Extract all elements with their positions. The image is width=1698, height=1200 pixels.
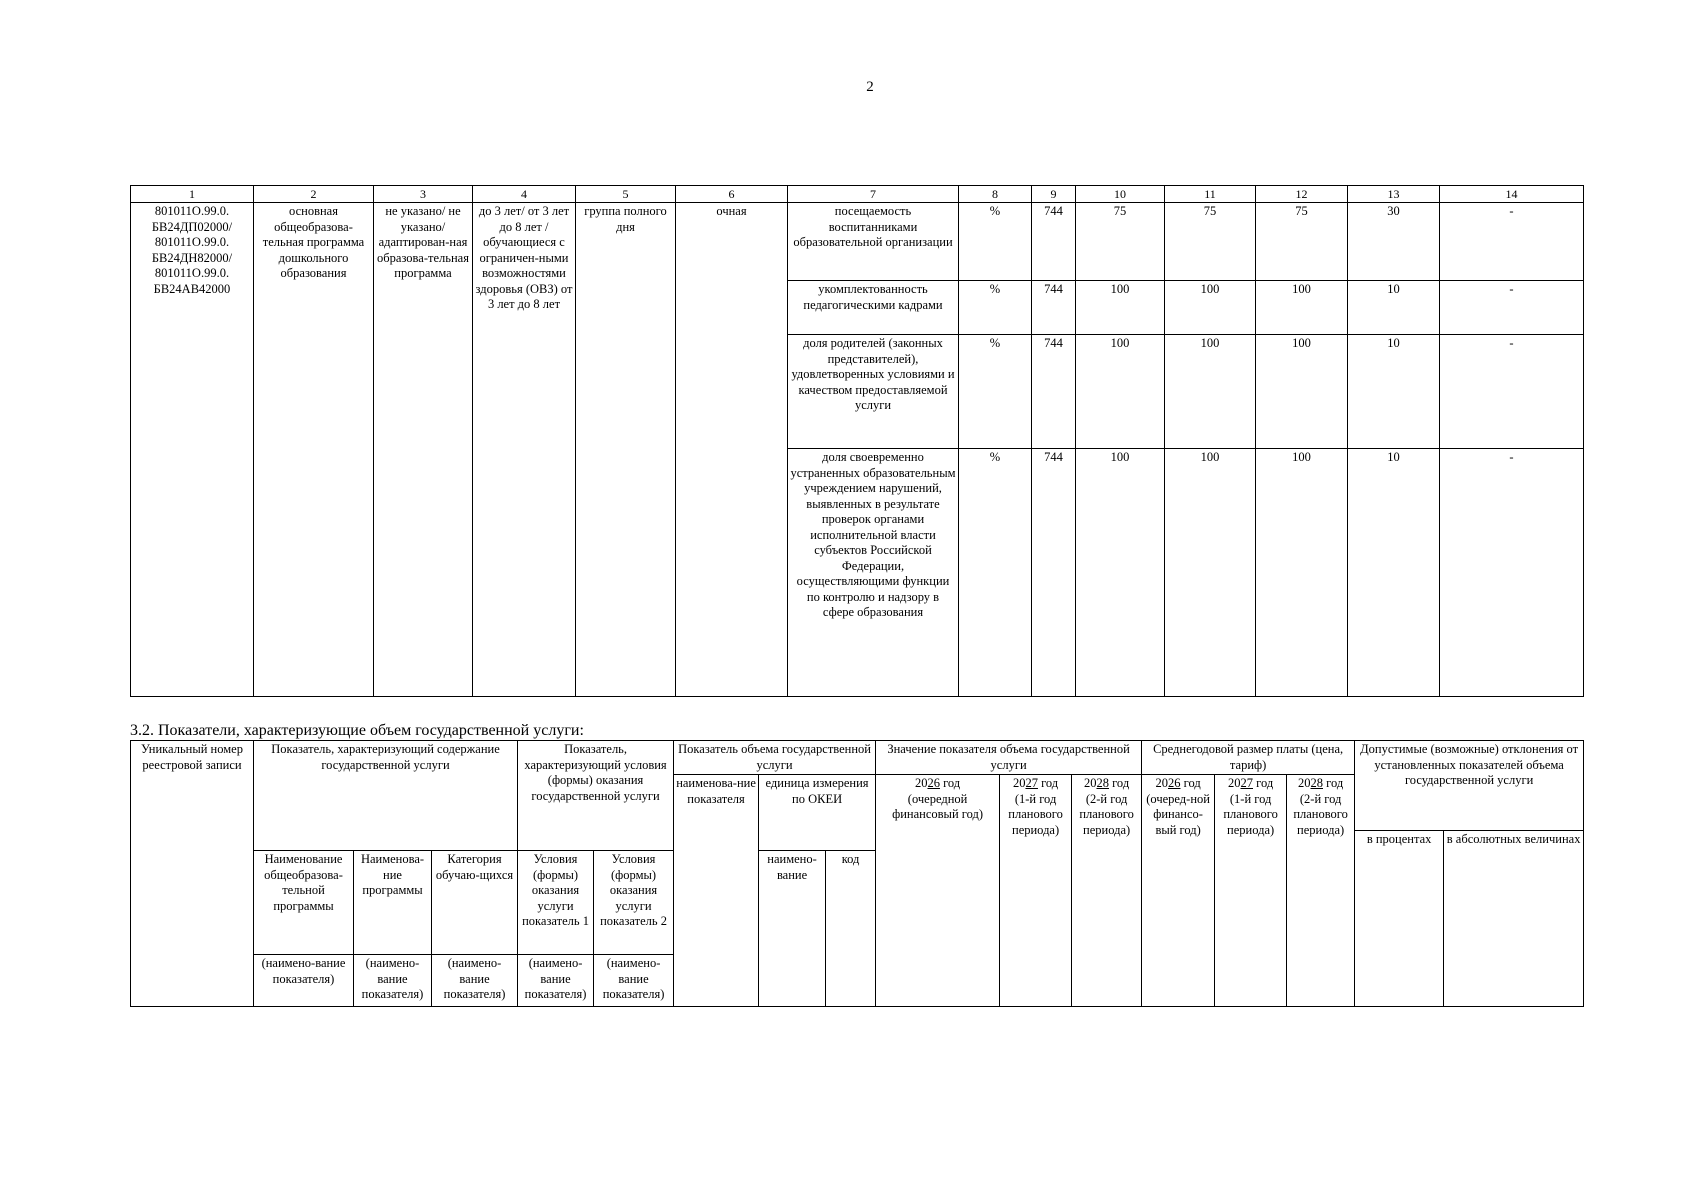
unit-cell: % xyxy=(959,203,1032,281)
header-year-2027: 2027 год (1-й год планового периода) xyxy=(1000,775,1072,1007)
header-unit-code: код xyxy=(826,851,876,1007)
table-row xyxy=(131,203,1584,281)
okei-cell: 744 xyxy=(1032,203,1076,281)
col-num: 2 xyxy=(254,186,374,203)
header-content-indicator: Показатель, характеризующий содержание государственной услуги xyxy=(254,741,518,851)
okei-cell: 744 xyxy=(1032,335,1076,449)
section-title: 3.2. Показатели, характеризующие объем государственной услуги: xyxy=(130,722,584,739)
header-year-2028: 2028 год (2-й год планового периода) xyxy=(1072,775,1142,1007)
page-number: 2 xyxy=(866,79,874,95)
okei-cell: 744 xyxy=(1032,281,1076,335)
unit-cell: % xyxy=(959,449,1032,697)
col-num: 1 xyxy=(131,186,254,203)
indicator-name-label: (наимено-вание показателя) xyxy=(594,955,674,1007)
unit-cell: % xyxy=(959,281,1032,335)
registry-code-cell: 801011О.99.0. БВ24ДП02000/ 801011О.99.0. БВ24ДН82000/ 801011О.99.0. БВ24АВ42000 xyxy=(131,203,254,697)
value-cell: 75 xyxy=(1256,203,1348,281)
col-num: 6 xyxy=(676,186,788,203)
deviation-pct-cell: 10 xyxy=(1348,281,1440,335)
volume-indicators-table xyxy=(130,740,1584,1007)
value-cell: 100 xyxy=(1076,449,1165,697)
header-deviation-percent: в процентах xyxy=(1355,831,1444,1007)
deviation-pct-cell: 30 xyxy=(1348,203,1440,281)
deviation-abs-cell: - xyxy=(1440,449,1584,697)
okei-cell: 744 xyxy=(1032,449,1076,697)
indicator-name-label: (наимено-вание показателя) xyxy=(518,955,594,1007)
column-number-row xyxy=(131,186,1584,203)
header-registry-code: Уникальный номер реестровой записи xyxy=(131,741,254,1007)
deviation-abs-cell: - xyxy=(1440,203,1584,281)
deviation-pct-cell: 10 xyxy=(1348,335,1440,449)
value-cell: 100 xyxy=(1165,281,1256,335)
program-name-cell: не указано/ не указано/ адаптирован-ная образова-тельная программа xyxy=(374,203,473,697)
col-num: 8 xyxy=(959,186,1032,203)
header-volume-value: Значение показателя объема государственной услуги xyxy=(876,741,1142,775)
value-cell: 100 xyxy=(1165,449,1256,697)
value-cell: 75 xyxy=(1076,203,1165,281)
header-deviation-absolute: в абсолютных величинах xyxy=(1444,831,1584,1007)
quality-indicators-table xyxy=(130,185,1584,697)
header-program: Наименование общеобразова-тельной программы xyxy=(254,851,354,955)
value-cell: 100 xyxy=(1256,335,1348,449)
header-fee-2027: 2027 год (1-й год планового периода) xyxy=(1215,775,1287,1007)
col-num: 13 xyxy=(1348,186,1440,203)
value-cell: 100 xyxy=(1165,335,1256,449)
col-num: 5 xyxy=(576,186,676,203)
indicator-name-cell: посещаемость воспитанниками образовательной организации xyxy=(788,203,959,281)
header-fee-2026: 2026 год (очеред-ной финансо-вый год) xyxy=(1142,775,1215,1007)
header-year-2026: 2026 год (очередной финансовый год) xyxy=(876,775,1000,1007)
header-condition-2: Условия (формы) оказания услуги показатель 2 xyxy=(594,851,674,955)
indicator-name-label: (наимено-вание показателя) xyxy=(354,955,432,1007)
program-cell: основная общеобразова-тельная программа дошкольного образования xyxy=(254,203,374,697)
indicator-name-cell: доля родителей (законных представителей), удовлетворенных условиями и качеством предоставляемой услуги xyxy=(788,335,959,449)
header-average-fee: Среднегодовой размер платы (цена, тариф) xyxy=(1142,741,1355,775)
header-program-name: Наименова-ние программы xyxy=(354,851,432,955)
header-condition-indicator: Показатель, характеризующий условия (формы) оказания государственной услуги xyxy=(518,741,674,851)
deviation-pct-cell: 10 xyxy=(1348,449,1440,697)
deviation-abs-cell: - xyxy=(1440,281,1584,335)
header-unit-name: наимено-вание xyxy=(759,851,826,1007)
value-cell: 100 xyxy=(1076,281,1165,335)
header-student-category: Категория обучаю-щихся xyxy=(432,851,518,955)
indicator-name-cell: доля своевременно устраненных образовательным учреждением нарушений, выявленных в результате проверок органами исполнительной власти субъектов Российской Федерации, осуществляющими функции по контролю и надзору в сфере образования xyxy=(788,449,959,697)
header-indicator-name: наименова-ние показателя xyxy=(674,775,759,1007)
header-volume-indicator: Показатель объема государственной услуги xyxy=(674,741,876,775)
condition2-cell: очная xyxy=(676,203,788,697)
indicator-name-label: (наимено-вание показателя) xyxy=(432,955,518,1007)
col-num: 11 xyxy=(1165,186,1256,203)
value-cell: 100 xyxy=(1256,281,1348,335)
header-fee-2028: 2028 год (2-й год планового периода) xyxy=(1287,775,1355,1007)
deviation-abs-cell: - xyxy=(1440,335,1584,449)
col-num: 4 xyxy=(473,186,576,203)
value-cell: 100 xyxy=(1076,335,1165,449)
header-unit-okei: единица измерения по ОКЕИ xyxy=(759,775,876,851)
header-allowed-deviation: Допустимые (возможные) отклонения от установленных показателей объема государственной услуги xyxy=(1355,741,1584,831)
col-num: 3 xyxy=(374,186,473,203)
col-num: 9 xyxy=(1032,186,1076,203)
col-num: 14 xyxy=(1440,186,1584,203)
category-cell: до 3 лет/ от 3 лет до 8 лет / обучающиеся с ограничен-ными возможностями здоровья (ОВЗ) от 3 лет до 8 лет xyxy=(473,203,576,697)
header-condition-1: Условия (формы) оказания услуги показатель 1 xyxy=(518,851,594,955)
indicator-name-label: (наимено-вание показателя) xyxy=(254,955,354,1007)
header-row xyxy=(131,741,1584,775)
col-num: 7 xyxy=(788,186,959,203)
col-num: 10 xyxy=(1076,186,1165,203)
col-num: 12 xyxy=(1256,186,1348,203)
value-cell: 75 xyxy=(1165,203,1256,281)
unit-cell: % xyxy=(959,335,1032,449)
condition1-cell: группа полного дня xyxy=(576,203,676,697)
value-cell: 100 xyxy=(1256,449,1348,697)
indicator-name-cell: укомплектованность педагогическими кадрами xyxy=(788,281,959,335)
